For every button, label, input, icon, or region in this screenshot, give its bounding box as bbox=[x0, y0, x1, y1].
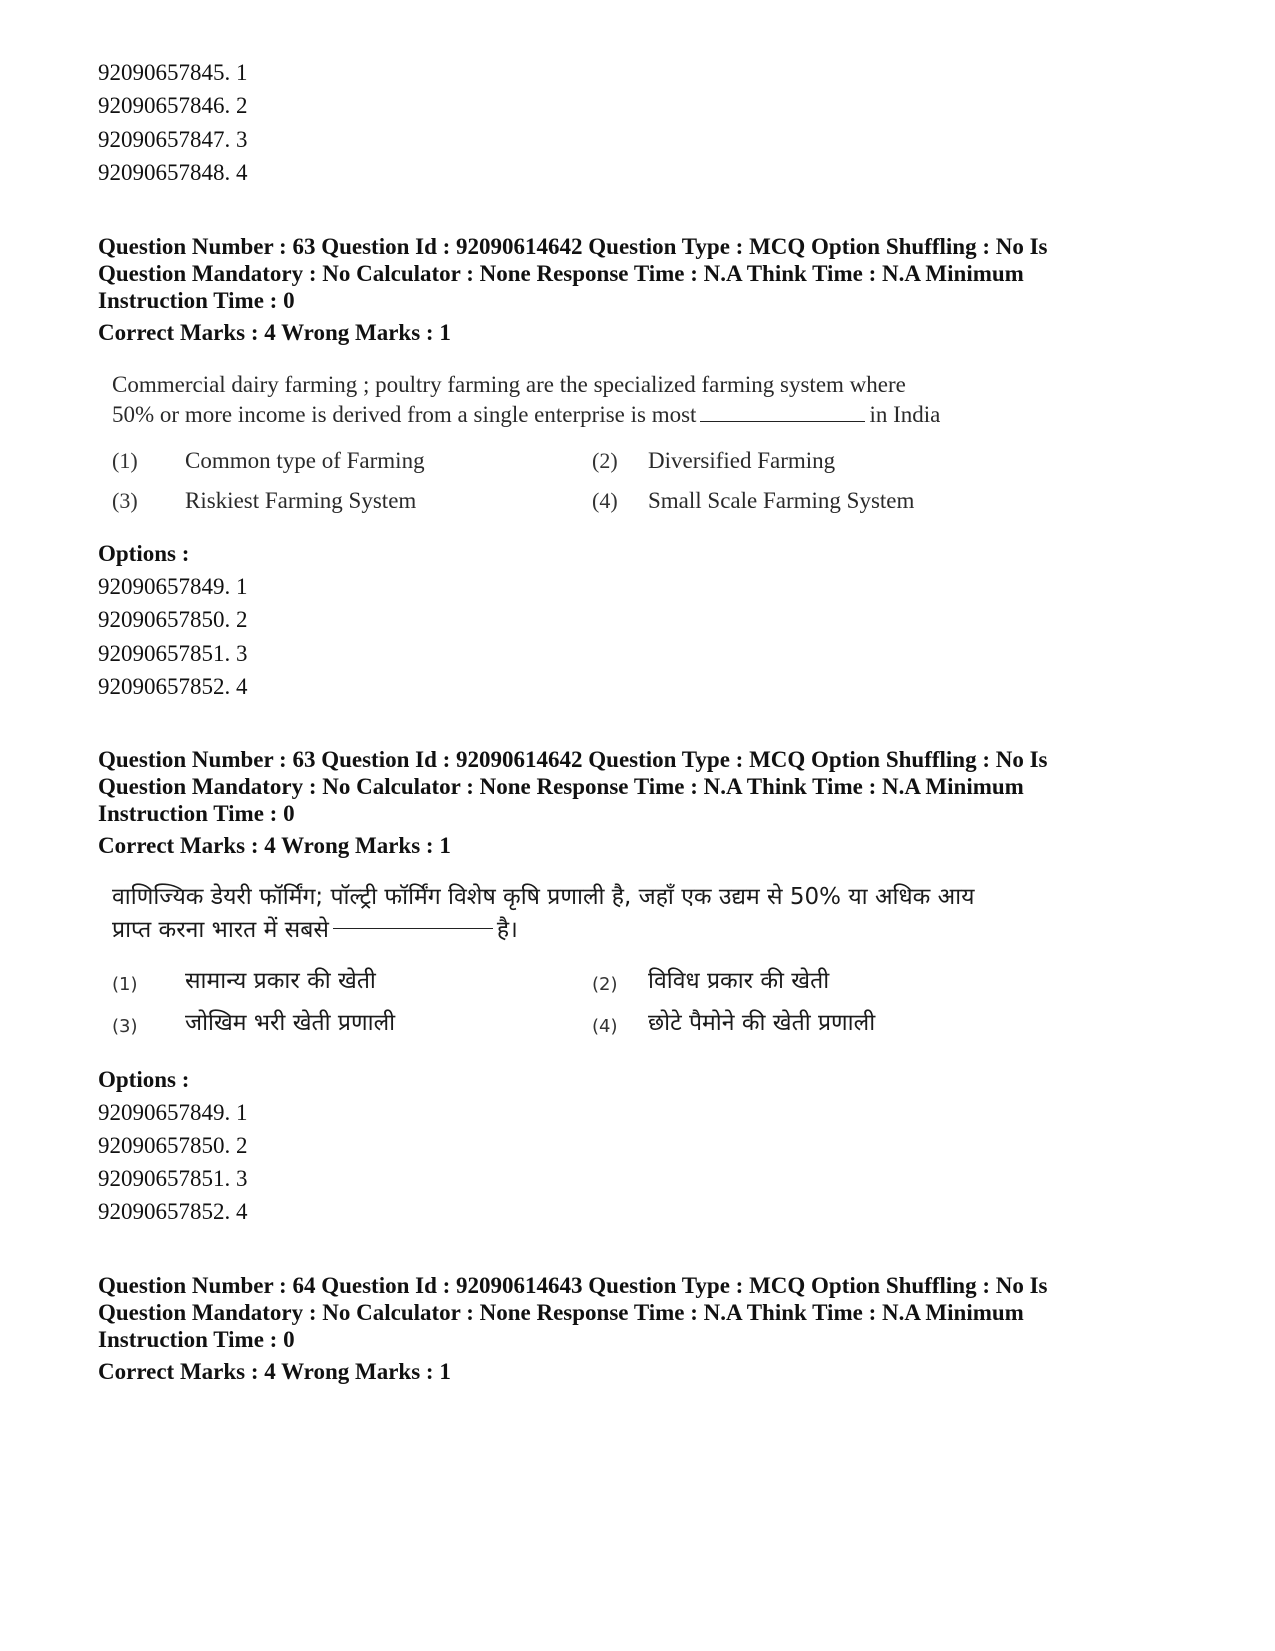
choice-number: (4) bbox=[592, 1016, 618, 1037]
question-text-line: Commercial dairy farming ; poultry farming are the specialized farming system where bbox=[112, 372, 906, 397]
option-line: 92090657847. 3 bbox=[98, 127, 248, 152]
choice-label: Riskiest Farming System bbox=[185, 488, 417, 513]
answer-blank bbox=[700, 420, 865, 422]
options-heading: Options : bbox=[98, 1067, 190, 1092]
question-text-part: प्राप्त करना भारत में सबसे bbox=[112, 917, 329, 943]
choice-number: (4) bbox=[592, 488, 618, 513]
choice-label: सामान्य प्रकार की खेती bbox=[185, 968, 376, 994]
choice-label: विविध प्रकार की खेती bbox=[648, 968, 830, 994]
question-text-part: है। bbox=[496, 917, 518, 943]
option-line: 92090657849. 1 bbox=[98, 574, 248, 599]
option-line: 92090657850. 2 bbox=[98, 1133, 248, 1158]
choice-label: जोखिम भरी खेती प्रणाली bbox=[185, 1010, 396, 1036]
choice-label: Small Scale Farming System bbox=[648, 488, 915, 513]
answer-blank bbox=[333, 927, 493, 929]
choice-number: (3) bbox=[112, 1016, 138, 1037]
question-marks: Correct Marks : 4 Wrong Marks : 1 bbox=[98, 320, 451, 345]
question-header: Question Number : 63 Question Id : 92090614642 Question Type : MCQ Option Shuffling : No Is bbox=[98, 747, 1048, 772]
option-line: 92090657852. 4 bbox=[98, 674, 248, 699]
question-header: Question Number : 64 Question Id : 92090614643 Question Type : MCQ Option Shuffling : No Is bbox=[98, 1273, 1048, 1298]
question-text-line: वाणिज्यिक डेयरी फॉर्मिंग; पॉल्ट्री फॉर्मिंग विशेष कृषि प्रणाली है, जहाँ एक उद्यम से 50% या अधिक आय bbox=[112, 884, 975, 910]
question-marks: Correct Marks : 4 Wrong Marks : 1 bbox=[98, 833, 451, 858]
option-line: 92090657851. 3 bbox=[98, 1166, 248, 1191]
choice-label: छोटे पैमोने की खेती प्रणाली bbox=[648, 1010, 876, 1036]
choice-number: (2) bbox=[592, 974, 618, 995]
option-line: 92090657852. 4 bbox=[98, 1199, 248, 1224]
choice-number: (2) bbox=[592, 448, 618, 473]
option-line: 92090657845. 1 bbox=[98, 60, 248, 85]
question-header: Instruction Time : 0 bbox=[98, 1327, 295, 1352]
question-text-line bbox=[112, 399, 940, 430]
option-line: 92090657850. 2 bbox=[98, 607, 248, 632]
question-text-line bbox=[112, 915, 518, 946]
question-header: Question Mandatory : No Calculator : None Response Time : N.A Think Time : N.A Minimum bbox=[98, 774, 1024, 799]
choice-number: (1) bbox=[112, 974, 138, 995]
question-header: Question Number : 63 Question Id : 92090614642 Question Type : MCQ Option Shuffling : No Is bbox=[98, 234, 1048, 259]
option-line: 92090657848. 4 bbox=[98, 160, 248, 185]
option-line: 92090657851. 3 bbox=[98, 641, 248, 666]
question-header: Question Mandatory : No Calculator : None Response Time : N.A Think Time : N.A Minimum bbox=[98, 261, 1024, 286]
choice-number: (3) bbox=[112, 488, 138, 513]
question-marks: Correct Marks : 4 Wrong Marks : 1 bbox=[98, 1359, 451, 1384]
options-heading: Options : bbox=[98, 541, 190, 566]
question-header: Instruction Time : 0 bbox=[98, 288, 295, 313]
question-text-part: in India bbox=[869, 402, 941, 427]
option-line: 92090657849. 1 bbox=[98, 1100, 248, 1125]
question-header: Question Mandatory : No Calculator : None Response Time : N.A Think Time : N.A Minimum bbox=[98, 1300, 1024, 1325]
choice-number: (1) bbox=[112, 448, 138, 473]
choice-label: Common type of Farming bbox=[185, 448, 425, 473]
question-text-part: 50% or more income is derived from a single enterprise is most bbox=[112, 402, 697, 427]
option-line: 92090657846. 2 bbox=[98, 93, 248, 118]
choice-label: Diversified Farming bbox=[648, 448, 836, 473]
question-header: Instruction Time : 0 bbox=[98, 801, 295, 826]
